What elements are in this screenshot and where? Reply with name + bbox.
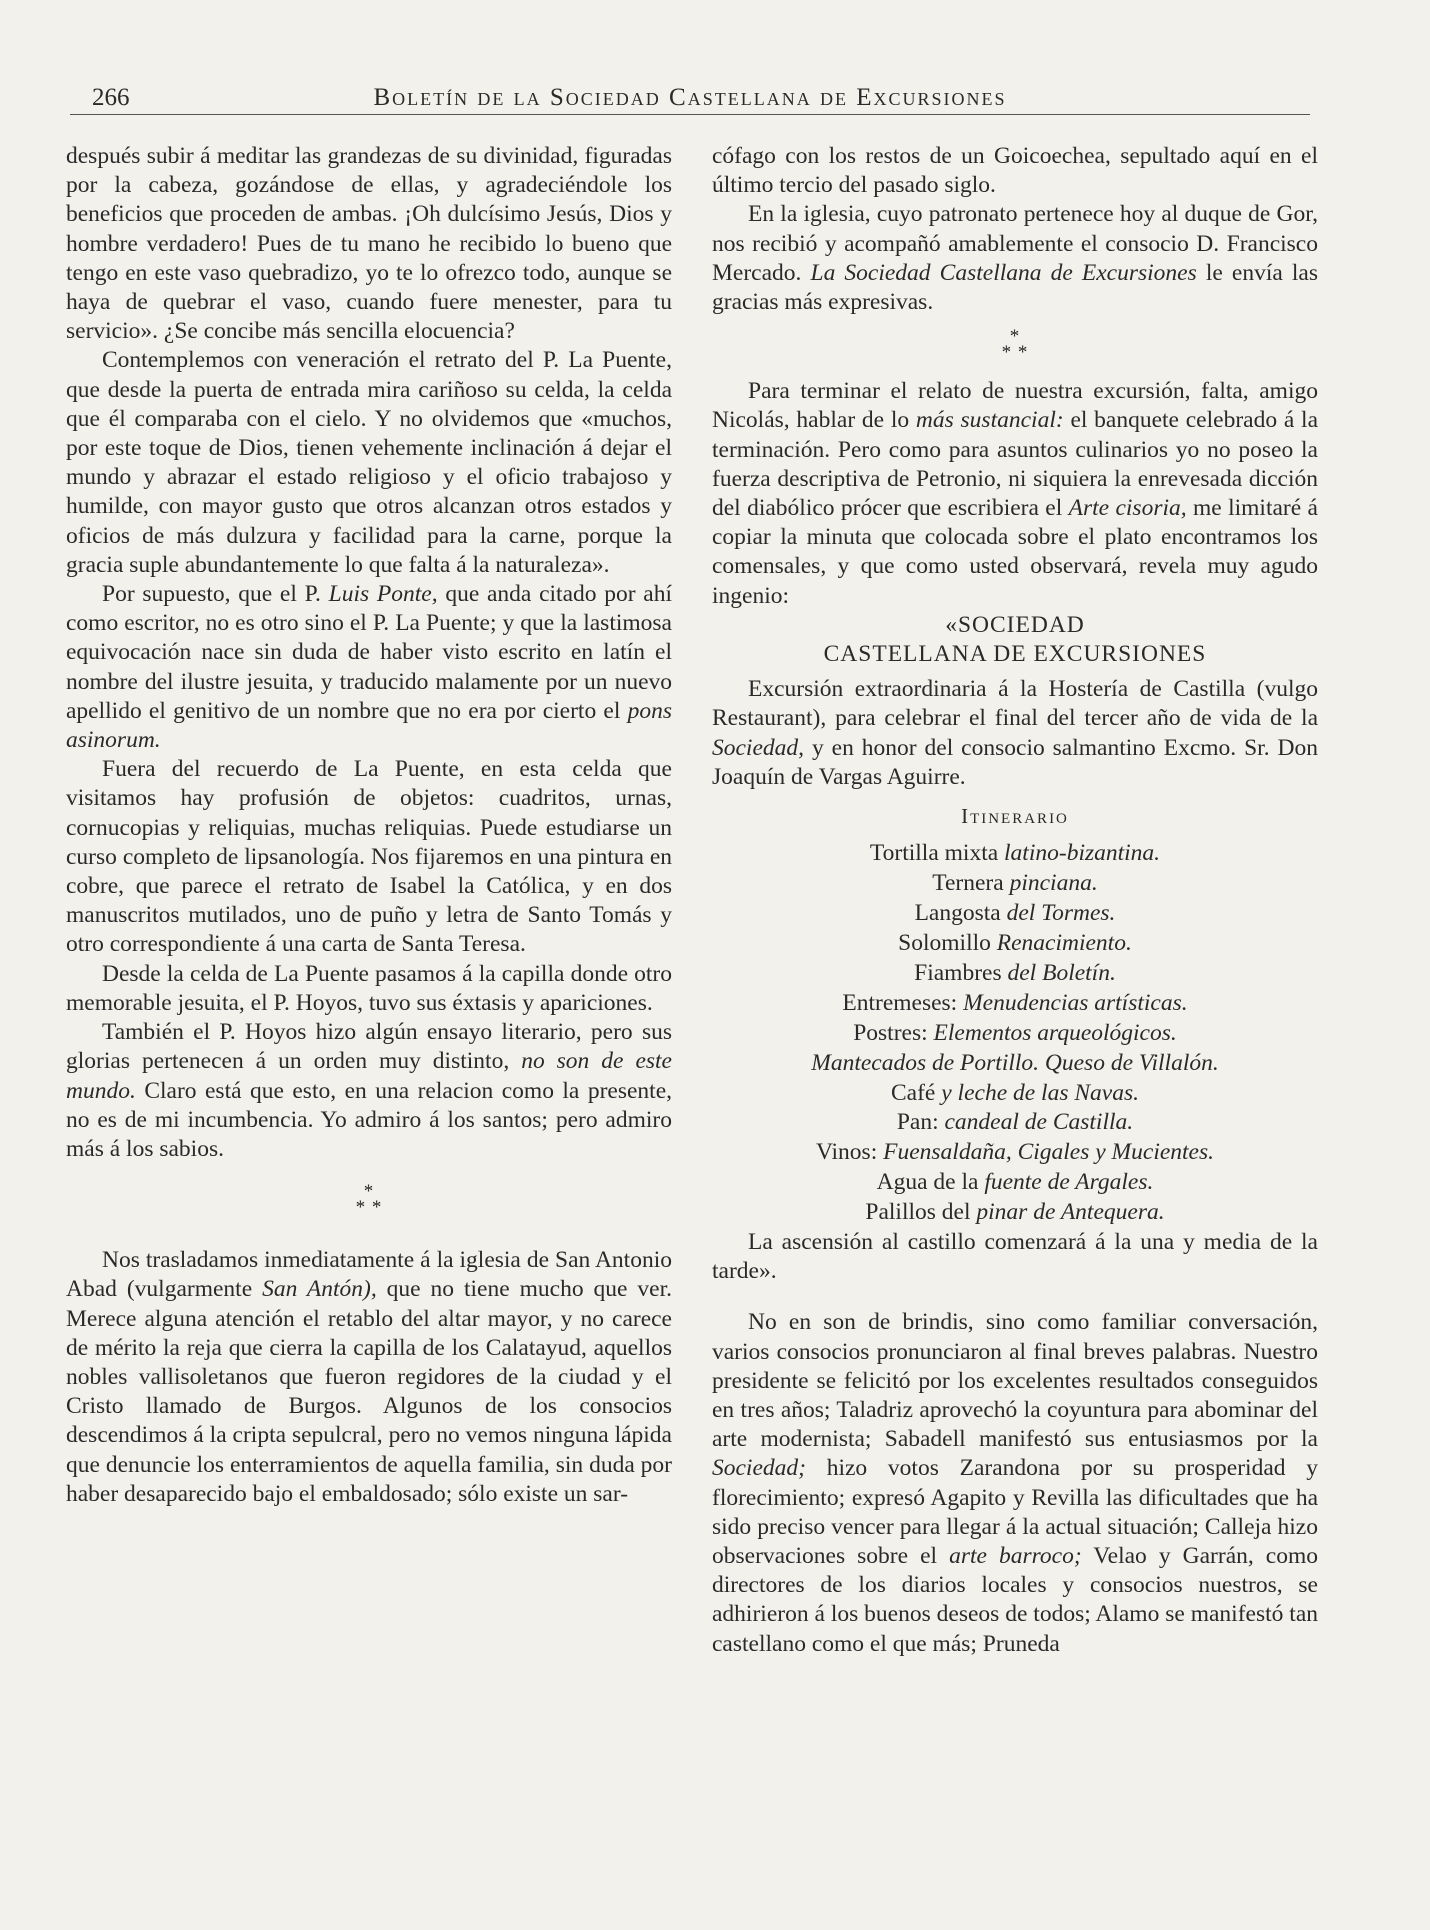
menu-item: Fiambres del Boletín. [914,959,1116,986]
paragraph: Excursión extraordinaria á la Hostería de Castilla (vulgo Restaurant), para celebrar el final del tercer año de vida de la Sociedad, y en honor del consocio salmantino Excmo. Sr. Don Joaquín de Vargas Aguirre. [712,676,1318,790]
paragraph: Desde la celda de La Puente pasamos á la capilla donde otro memorable jesuita, el P. Hoyos, tuvo sus éxtasis y apariciones. [66,960,672,1016]
page-header [70,84,1310,115]
section-ornament: * * * [355,1181,383,1219]
menu-item: Palillos del pinar de Antequera. [865,1199,1165,1226]
menu-item: Vinos: Fuensaldaña, Cigales y Mucientes. [815,1139,1215,1166]
itinerary-title: Itinerario [961,804,1069,829]
menu-item: Postres: Elementos arqueológicos. [853,1019,1177,1046]
menu-item: Agua de la fuente de Argales. [876,1169,1154,1196]
right-column [712,142,1318,1659]
menu-item: Café y leche de las Navas. [891,1079,1139,1106]
left-column [66,142,672,1509]
menu-item: Entremeses: Menudencias artísticas. [842,989,1188,1016]
paragraph: También el P. Hoyos hizo algún ensayo literario, pero sus glorias pertenecen á un orden muy distinto, no son de este mundo. Claro está que esto, en una relacion como la presente, no es de mi incumbencia. Yo admiro á los santos; pero admiro más á los sabios. [66,1019,672,1162]
menu-item: Ternera pinciana. [932,870,1098,897]
paragraph: No en son de brindis, sino como familiar conversación, varios consocios pronunciaron al final breves palabras. Nuestro presidente se felicitó por los excelentes resultados conseguidos en tres años; Taladriz aprovechó la coyuntura para abominar del arte modernista; Sabadell manifestó sus entusiasmos por la Sociedad; hizo votos Zarandona por su prosperidad y florecimiento; expresó Agapito y Revilla las dificultades que ha sido preciso vencer para llegar á la actual situación; Calleja hizo observaciones sobre el arte barroco; Velao y Garrán, como directores de los diarios locales y consocios nuestros, se adhirieron á los buenos deseos de todos; Alamo se manifestó tan castellano como el que más; Pruneda [712,1309,1319,1657]
menu-item: Mantecados de Portillo. Queso de Villalón. [811,1049,1219,1076]
paragraph: En la iglesia, cuyo patronato pertenece hoy al duque de Gor, nos recibió y acompañó amablemente el consocio D. Francisco Mercado. La Sociedad Castellana de Excursiones le envía las gracias más expresivas. [712,201,1319,316]
menu-heading-society: «SOCIEDAD [945,611,1085,638]
paragraph: Nos trasladamos inmediatamente á la iglesia de San Antonio Abad (vulgarmente San Antón), que no tiene mucho que ver. Merece alguna atención el retablo del altar mayor, y no carece de mérito la reja que cierra la capilla de los Calatayud, aquellos nobles vallisoletanos que fueron regidores de la ciudad y el Cristo llamado de Burgos. Algunos de los consocios descendimos á la cripta sepulcral, pero no vemos ninguna lápida que denuncie los enterramientos de aquella familia, sin duda por haber desaparecido bajo el embaldosado; sólo existe un sar- [66,1247,673,1507]
paragraph: después subir á meditar las grandezas de su divinidad, figuradas por la cabeza, gozándose de ellas, y agradeciéndole los beneficios que proceden de ambas. ¡Oh dulcísimo Jesús, Dios y hombre verdadero! Pues de tu mano he recibido lo bueno que tengo en este vaso quebradizo, yo te lo ofrezco todo, aunque se haya de quebrar el vaso, cuando fuere menester, para tu servicio». ¿Se concibe más sencilla elocuencia? [66,143,672,345]
paragraph: Para terminar el relato de nuestra excursión, falta, amigo Nicolás, hablar de lo más sustancial: el banquete celebrado á la terminación. Pero como para asuntos culinarios yo no poseo la fuerza descriptiva de Petronio, ni siquiera la enrevesada dicción del diabólico prócer que escribiera el Arte cisoria, me limitaré á copiar la minuta que colocada sobre el plato encontramos los comensales, y que como usted observará, revela muy agudo ingenio: [712,378,1318,609]
menu-item: Pan: candeal de Castilla. [896,1109,1134,1136]
paragraph: Por supuesto, que el P. Luis Ponte, que anda citado por ahí como escritor, no es otro sino el P. La Puente; y que la lastimosa equivocación nace sin duda de haber visto escrito en latín el nombre del ilustre jesuita, y traducido malamente por un nuevo apellido el genitivo de un nombre que no era por cierto el pons asinorum. [66,581,673,754]
section-ornament: * * * [1001,326,1029,364]
page-number: 266 [92,84,130,111]
paragraph: Fuera del recuerdo de La Puente, en esta celda que visitamos hay profusión de objetos: cuadritos, urnas, cornucopias y reliquias, muchas reliquias. Puede estudiarse un curso completo de lipsanología. Nos fijaremos en una pintura en cobre, que parece el retrato de Isabel la Católica, y en dos manuscritos mutilados, uno de puño y letra de Santo Tomás y otro correspondiente á una carta de Santa Teresa. [66,756,672,958]
menu-item: Langosta del Tormes. [914,900,1116,927]
menu-list [712,839,1318,1228]
running-title: Boletín de la Sociedad Castellana de Excursiones [373,84,1007,111]
paragraph: Contemplemos con veneración el retrato del P. La Puente, que desde la puerta de entrada mira cariñoso su celda, la celda que él comparaba con el cielo. Y no olvidemos que «muchos, por este toque de Dios, tienen vehemente inclinación á dejar el mundo y abrazar el estado religioso y el oficio trabajoso y humilde, con mayor gusto que otros alcanzan otros estados y oficios de más dulzura y facilidad para la carne, porque la gracia suple abundantemente lo que falta á la naturaleza». [66,347,672,578]
paragraph: La ascensión al castillo comenzará á la una y media de la tarde». [712,1229,1318,1285]
menu-item: Solomillo Renacimiento. [898,929,1132,956]
menu-heading-excursions: CASTELLANA DE EXCURSIONES [823,641,1207,668]
paragraph: cófago con los restos de un Goicoechea, sepultado aquí en el último tercio del pasado siglo. [712,143,1318,199]
menu-item: Tortilla mixta latino-bizantina. [869,840,1161,867]
